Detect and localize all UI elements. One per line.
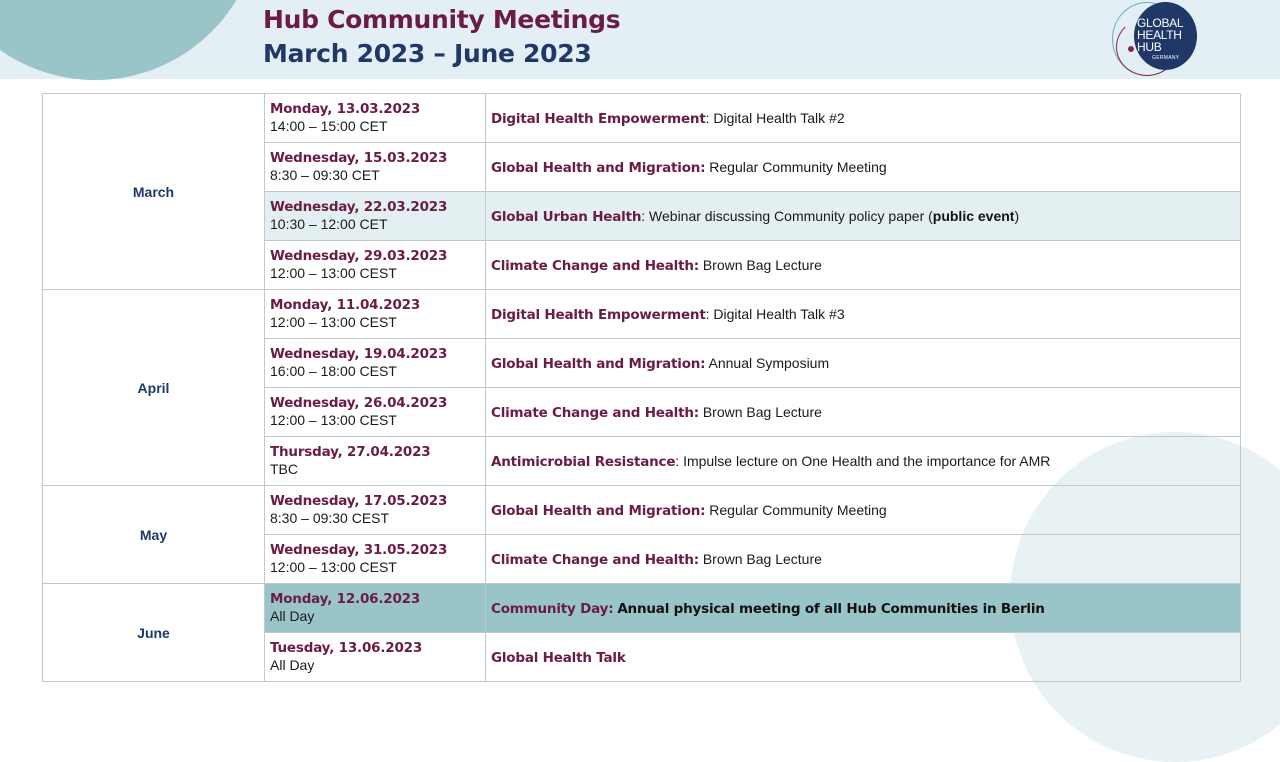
event-day: Wednesday, 19.04.2023	[270, 346, 448, 362]
event-label: Community Day:	[491, 600, 614, 617]
event-cell	[486, 437, 1241, 486]
date-cell	[265, 584, 486, 633]
event-detail: Digital Health Talk #2	[713, 109, 845, 126]
event-day: Monday, 13.03.2023	[270, 101, 421, 117]
logo-text	[1137, 17, 1195, 53]
event-separator: :	[705, 305, 714, 322]
event-time: 10:30 – 12:00 CET	[270, 216, 388, 232]
event-time: 12:00 – 13:00 CEST	[270, 559, 397, 575]
event-day: Monday, 12.06.2023	[270, 591, 421, 607]
event-time: TBC	[270, 461, 298, 477]
event-label: Global Health and Migration:	[491, 355, 706, 372]
event-label: Antimicrobial Resistance	[491, 453, 676, 470]
event-detail: Digital Health Talk #3	[713, 305, 845, 322]
event-time: 14:00 – 15:00 CET	[270, 118, 388, 134]
global-health-hub-logo	[1110, 0, 1200, 78]
event-day: Tuesday, 13.06.2023	[270, 640, 423, 656]
event-day: Wednesday, 22.03.2023	[270, 199, 448, 215]
date-cell	[265, 486, 486, 535]
date-cell	[265, 437, 486, 486]
event-label: Digital Health Empowerment	[491, 306, 706, 323]
event-detail: Webinar discussing Community policy paper (	[649, 207, 933, 224]
event-detail: Annual Symposium	[708, 354, 830, 371]
event-day: Wednesday, 26.04.2023	[270, 395, 448, 411]
event-cell	[486, 633, 1241, 682]
event-cell	[486, 290, 1241, 339]
logo-subtext: GERMANY	[1152, 55, 1180, 61]
event-cell	[486, 584, 1241, 633]
table-row-highlighted	[43, 584, 1241, 633]
table-row	[43, 290, 1241, 339]
event-time: 12:00 – 13:00 CEST	[270, 265, 397, 281]
event-detail: Brown Bag Lecture	[702, 550, 822, 567]
event-label: Digital Health Empowerment	[491, 110, 706, 127]
event-label: Global Health and Migration:	[491, 159, 706, 176]
event-label: Climate Change and Health:	[491, 257, 699, 274]
event-time: 8:30 – 09:30 CEST	[270, 510, 390, 526]
date-cell	[265, 388, 486, 437]
event-cell	[486, 192, 1241, 241]
month-cell-april: April	[43, 290, 265, 486]
public-event-emphasis: public event	[932, 207, 1015, 224]
event-detail: Brown Bag Lecture	[702, 256, 822, 273]
schedule-table	[42, 93, 1241, 682]
event-time: 8:30 – 09:30 CET	[270, 167, 380, 183]
event-detail: Annual physical meeting of all Hub Communities in Berlin	[617, 600, 1045, 617]
event-detail: Regular Community Meeting	[709, 158, 887, 175]
event-time: All Day	[270, 657, 315, 673]
logo-line-2: HEALTH	[1137, 28, 1182, 42]
event-label: Climate Change and Health:	[491, 404, 699, 421]
event-cell	[486, 388, 1241, 437]
table-row	[43, 486, 1241, 535]
event-separator: :	[705, 109, 714, 126]
event-cell	[486, 486, 1241, 535]
event-detail: Impulse lecture on One Health and the importance for AMR	[683, 452, 1051, 469]
event-detail: Regular Community Meeting	[709, 501, 887, 518]
event-cell	[486, 143, 1241, 192]
date-cell	[265, 339, 486, 388]
month-cell-june: June	[43, 584, 265, 682]
date-cell	[265, 633, 486, 682]
event-day: Wednesday, 17.05.2023	[270, 493, 448, 509]
date-cell	[265, 94, 486, 143]
event-label: Global Urban Health	[491, 208, 642, 225]
event-separator: :	[641, 207, 650, 224]
event-day: Wednesday, 29.03.2023	[270, 248, 448, 264]
event-label: Global Health Talk	[491, 649, 626, 666]
event-day: Wednesday, 15.03.2023	[270, 150, 448, 166]
event-detail: Brown Bag Lecture	[702, 403, 822, 420]
event-time: 12:00 – 13:00 CEST	[270, 314, 397, 330]
event-label: Climate Change and Health:	[491, 551, 699, 568]
event-cell	[486, 241, 1241, 290]
event-label: Global Health and Migration:	[491, 502, 706, 519]
date-cell	[265, 241, 486, 290]
month-cell-may: May	[43, 486, 265, 584]
logo-dot	[1128, 46, 1134, 52]
month-cell-march: March	[43, 94, 265, 290]
event-cell	[486, 535, 1241, 584]
event-cell	[486, 339, 1241, 388]
event-day: Thursday, 27.04.2023	[270, 444, 431, 460]
logo-line-3: HUB	[1137, 40, 1162, 54]
event-detail-close: )	[1014, 207, 1020, 224]
date-cell	[265, 192, 486, 241]
title-line-2: March 2023 – June 2023	[263, 39, 592, 68]
logo-line-1: GLOBAL	[1137, 16, 1184, 30]
event-separator: :	[675, 452, 684, 469]
page-title	[263, 3, 620, 71]
table-row	[43, 94, 1241, 143]
date-cell	[265, 290, 486, 339]
event-time: 12:00 – 13:00 CEST	[270, 412, 397, 428]
event-cell	[486, 94, 1241, 143]
event-day: Wednesday, 31.05.2023	[270, 542, 448, 558]
title-line-1: Hub Community Meetings	[263, 5, 621, 34]
event-day: Monday, 11.04.2023	[270, 297, 421, 313]
event-time: All Day	[270, 608, 315, 624]
date-cell	[265, 535, 486, 584]
event-time: 16:00 – 18:00 CEST	[270, 363, 397, 379]
date-cell	[265, 143, 486, 192]
